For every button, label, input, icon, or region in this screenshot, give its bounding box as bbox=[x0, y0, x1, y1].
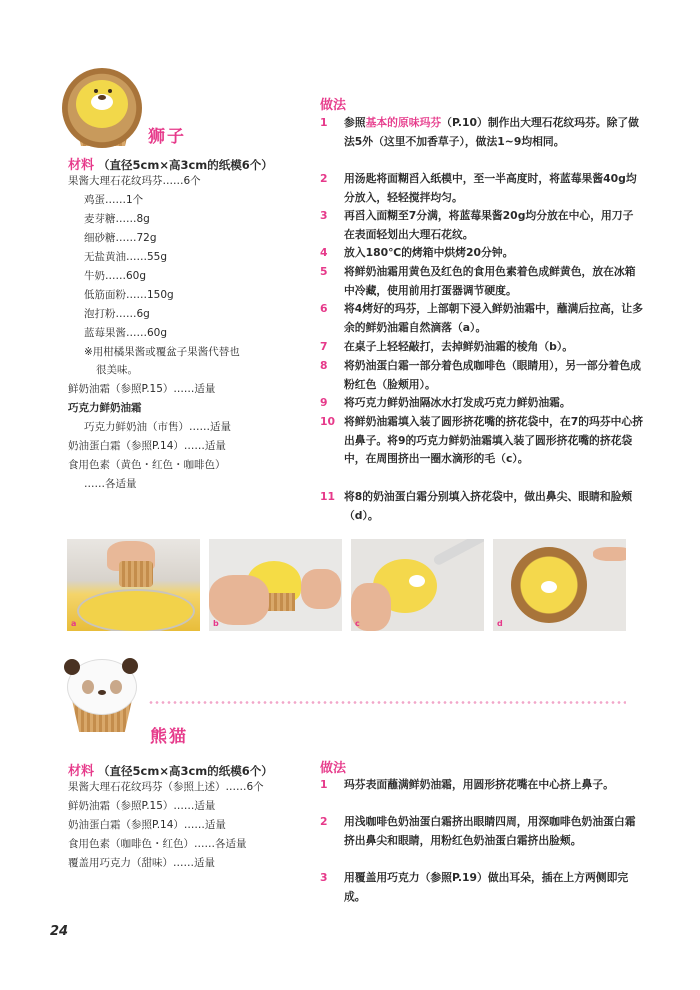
step-text: 玛芬表面蘸满鲜奶油霜，用圆形挤花嘴在中心挤上鼻子。 bbox=[344, 778, 614, 791]
piping-bag-shape bbox=[432, 539, 484, 566]
step-photo-b bbox=[209, 539, 342, 631]
step-text: 将鲜奶油霜用黄色及红色的食用色素着色成鲜黄色，放在冰箱中冷藏，使用前用打蛋器调节硬度。 bbox=[344, 265, 636, 297]
material-item: 巧克力鲜奶油（市售）……适量 bbox=[84, 421, 231, 433]
step-number: 6 bbox=[320, 302, 328, 315]
photo-label: c bbox=[355, 619, 360, 628]
step-number: 2 bbox=[320, 815, 328, 828]
panda-ear-right bbox=[122, 658, 138, 674]
material-item: 奶油蛋白霜（参照P.14）……适量 bbox=[68, 440, 226, 452]
material-item: 鲜奶油霜（参照P.15）……适量 bbox=[68, 800, 216, 812]
materials-label: 材料 bbox=[68, 158, 95, 173]
page-number: 24 bbox=[50, 924, 69, 939]
step-number: 3 bbox=[320, 209, 328, 222]
material-item: 鲜奶油霜（参照P.15）……适量 bbox=[68, 383, 216, 395]
step-text-part: 参照 bbox=[344, 116, 366, 129]
step-photo-a bbox=[67, 539, 200, 631]
step-number: 3 bbox=[320, 871, 328, 884]
step-text: 用汤匙将面糊舀入纸模中，至一半高度时，将蓝莓果酱40g均分放入，轻轻搅拌均匀。 bbox=[344, 172, 637, 204]
materials-note: （直径5cm×高3cm的纸模6个） bbox=[98, 764, 273, 778]
lion-materials-heading bbox=[68, 154, 273, 173]
nose-cream-shape bbox=[541, 581, 557, 593]
panda-eye-patch bbox=[110, 680, 122, 694]
lion-eye bbox=[94, 89, 98, 93]
step-text: 再舀入面糊至7分满，将蓝莓果酱20g均分放在中心，用刀子在表面轻划出大理石花纹。 bbox=[344, 209, 634, 241]
lion-method-heading: 做法 bbox=[320, 98, 347, 113]
material-item: 麦芽糖……8g bbox=[84, 213, 150, 225]
material-item: 果酱大理石花纹玛芬……6个 bbox=[68, 175, 201, 187]
lion-eye bbox=[108, 89, 112, 93]
material-item: 果酱大理石花纹玛芬（参照上述）……6个 bbox=[68, 781, 264, 793]
step-text: 在桌子上轻轻敲打，去掉鲜奶油霜的棱角（b）。 bbox=[344, 340, 574, 353]
materials-note: （直径5cm×高3cm的纸模6个） bbox=[98, 158, 273, 172]
step-text: 将巧克力鲜奶油隔冰水打发成巧克力鲜奶油霜。 bbox=[344, 396, 571, 409]
cupcake-shape bbox=[119, 561, 153, 587]
step-number: 10 bbox=[320, 415, 336, 428]
step-number: 5 bbox=[320, 265, 328, 278]
step-photo-c bbox=[351, 539, 484, 631]
material-item: 蓝莓果酱……60g bbox=[84, 327, 168, 339]
step-text: 将奶油蛋白霜一部分着色成咖啡色（眼睛用），另一部分着色成粉红色（脸颊用）。 bbox=[344, 359, 641, 391]
step-photo-d bbox=[493, 539, 626, 631]
material-item: 覆盖用巧克力（甜味）……适量 bbox=[68, 857, 215, 869]
step-number: 8 bbox=[320, 359, 328, 372]
step-number: 2 bbox=[320, 172, 328, 185]
step-text: 用浅咖啡色奶油蛋白霜挤出眼睛四周，用深咖啡色奶油蛋白霜挤出鼻尖和眼睛，用粉红色奶油蛋白霜挤出脸颊。 bbox=[344, 815, 636, 847]
step-text: 将8的奶油蛋白霜分别填入挤花袋中，做出鼻尖、眼睛和脸颊（d）。 bbox=[344, 490, 633, 522]
material-item: 食用色素（黄色・红色・咖啡色） bbox=[68, 459, 226, 471]
material-item: ……各适量 bbox=[84, 478, 137, 490]
panda-method-heading: 做法 bbox=[320, 761, 347, 776]
step-number: 9 bbox=[320, 396, 328, 409]
panda-title: 熊猫 bbox=[150, 727, 188, 747]
material-item: 细砂糖……72g bbox=[84, 232, 157, 244]
panda-eye-patch bbox=[82, 680, 94, 694]
panda-materials-heading bbox=[68, 760, 273, 779]
material-note: ※用柑橘果酱或覆盆子果酱代替也 bbox=[84, 346, 240, 358]
material-item: 食用色素（咖啡色・红色）……各适量 bbox=[68, 838, 247, 850]
panda-ear-left bbox=[64, 659, 80, 675]
material-item: 泡打粉……6g bbox=[84, 308, 150, 320]
step-text-part: （P.10）制作出大理石花纹玛芬。除了做法5外（这里不加香草子），做法1~9均相同。 bbox=[344, 116, 639, 148]
step-number: 4 bbox=[320, 246, 328, 259]
material-item: 无盐黄油……55g bbox=[84, 251, 168, 263]
section-divider bbox=[148, 701, 626, 704]
step-number: 11 bbox=[320, 490, 336, 503]
material-item: 低筋面粉……150g bbox=[84, 289, 174, 301]
step-text bbox=[344, 114, 644, 151]
step-text: 用覆盖用巧克力（参照P.19）做出耳朵，插在上方两侧即完成。 bbox=[344, 871, 629, 903]
hand-shape bbox=[301, 569, 341, 609]
materials-label: 材料 bbox=[68, 764, 95, 779]
photo-label: a bbox=[71, 619, 77, 628]
material-item: 奶油蛋白霜（参照P.14）……适量 bbox=[68, 819, 226, 831]
material-note: 很美味。 bbox=[96, 364, 138, 376]
hand-shape bbox=[593, 547, 626, 561]
photo-label: b bbox=[213, 619, 219, 628]
bowl-shape bbox=[77, 589, 195, 631]
step-text: 将鲜奶油霜填入装了圆形挤花嘴的挤花袋中，在7的玛芬中心挤出鼻子。将9的巧克力鲜奶油霜填入装了圆形挤花嘴的挤花袋中，在周围挤出一圈水滴形的毛（c）。 bbox=[344, 415, 644, 466]
nose-cream-shape bbox=[409, 575, 425, 587]
step-text: 放入180℃的烤箱中烘烤20分钟。 bbox=[344, 246, 514, 259]
step-number: 1 bbox=[320, 116, 328, 129]
lion-nose bbox=[98, 95, 106, 100]
material-item: 鸡蛋……1个 bbox=[84, 194, 144, 206]
material-item: 牛奶……60g bbox=[84, 270, 147, 282]
step-link-text: 基本的原味玛芬 bbox=[365, 116, 442, 129]
photo-label: d bbox=[497, 619, 503, 628]
material-subheading: 巧克力鲜奶油霜 bbox=[68, 402, 142, 414]
step-text: 将4烤好的玛芬，上部朝下浸入鲜奶油霜中，蘸满后拉高，让多余的鲜奶油霜自然滴落（a）。 bbox=[344, 302, 644, 334]
panda-nose bbox=[98, 690, 106, 695]
step-number: 7 bbox=[320, 340, 328, 353]
lion-title: 狮子 bbox=[148, 127, 186, 147]
step-number: 1 bbox=[320, 778, 328, 791]
hand-shape bbox=[209, 575, 269, 625]
